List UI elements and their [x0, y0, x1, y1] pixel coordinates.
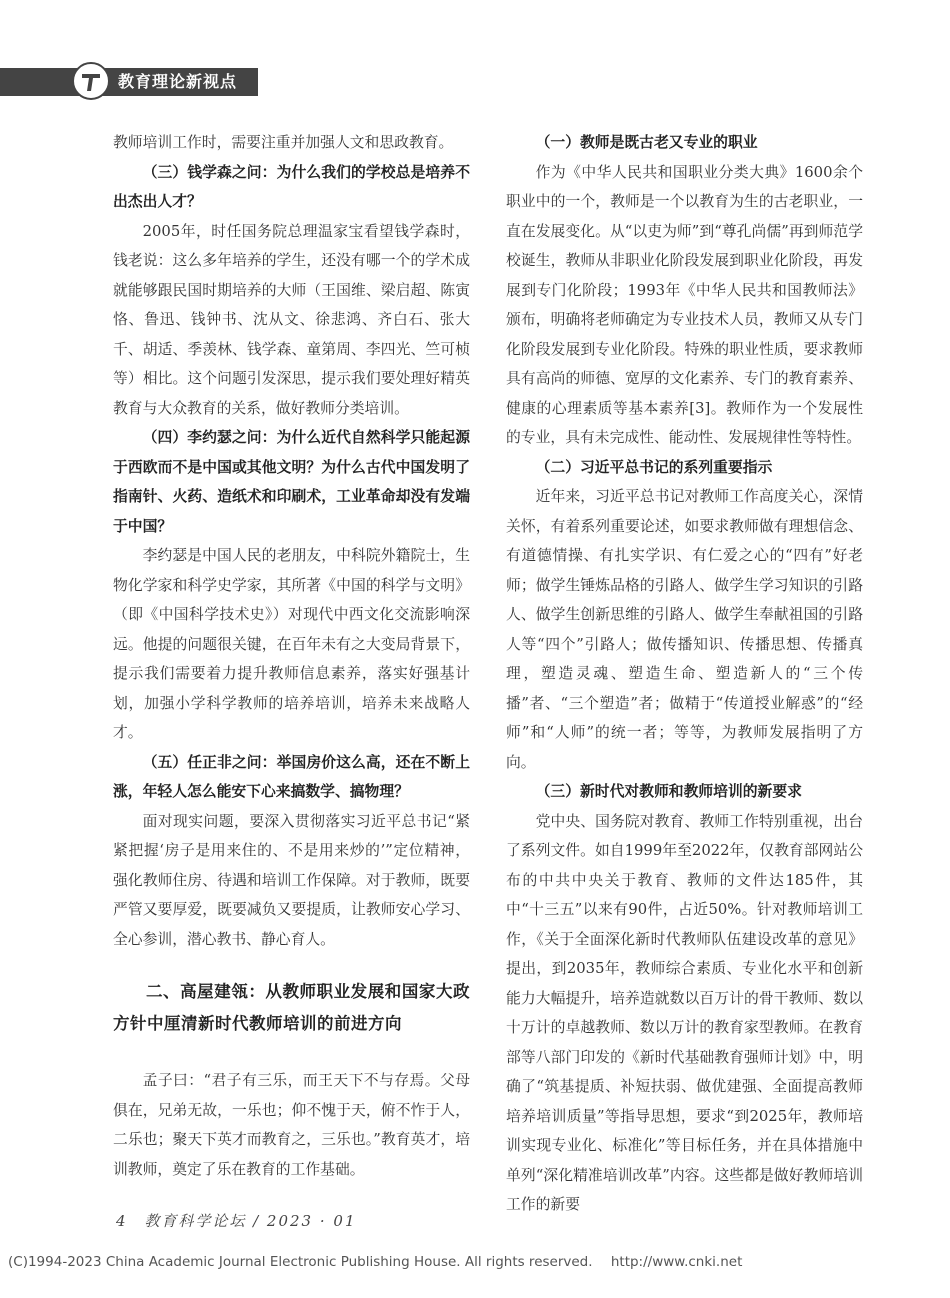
- subsection-heading: （五）任正非之问：举国房价这么高，还在不断上涨，年轻人怎么能安下心来搞数学、搞物理？: [113, 753, 470, 800]
- copyright-line: [8, 1254, 948, 1270]
- paragraph: 孟子曰：“君子有三乐，而王天下不与存焉。父母俱在，兄弟无故，一乐也；仰不愧于天，俯不怍于人，二乐也；聚天下英才而教育之，三乐也。”教育英才，培训教师，奠定了乐在教育的工作基础。: [113, 1072, 470, 1178]
- section-header-title: 教育理论新视点: [118, 72, 238, 91]
- subsection-heading: （三）钱学森之问：为什么我们的学校总是培养不出杰出人才？: [113, 163, 470, 210]
- subsection-heading: （四）李约瑟之问：为什么近代自然科学只能起源于西欧而不是中国或其他文明？为什么古代中国发明了指南针、火药、造纸术和印刷术，工业革命却没有发端于中国？: [113, 429, 470, 535]
- paragraph: 近年来，习近平总书记对教师工作高度关心，深情关怀，有着系列重要论述，如要求教师做有理想信念、有道德情操、有扎实学识、有仁爱之心的“四有”好老师；做学生锤炼品格的引路人、做学生学习知识的引路人、做学生创新思维的引路人、做学生奉献祖国的引路人等“四个”引路人；做传播知识、传播思想、传播真理，塑造灵魂、塑造生命、塑造新人的“三个传播”者、“三个塑造”者；做精于“传道授业解惑”的“经师”和“人师”的统一者；等等，为教师发展指明了方向。: [506, 488, 863, 771]
- copyright-url[interactable]: http://www.cnki.net: [610, 1254, 743, 1270]
- paragraph: 2005年，时任国务院总理温家宝看望钱学森时，钱老说：这么多年培养的学生，还没有哪一个的学术成就能够跟民国时期培养的大师（王国维、梁启超、陈寅恪、鲁迅、钱钟书、沈从文、徐悲鸿、齐白石、张大千、胡适、季羡林、钱学森、童第周、李四光、竺可桢等）相比。这个问题引发深思，提示我们要处理好精英教育与大众教育的关系，做好教师分类培训。: [113, 222, 470, 417]
- journal-logo-icon: [72, 62, 110, 100]
- paragraph: 作为《中华人民共和国职业分类大典》1600余个职业中的一个，教师是一个以教育为生的古老职业，一直在发展变化。从“以吏为师”到“尊孔尚儒”再到师范学校诞生，教师从非职业化阶段发展到职业化阶段，再发展到专门化阶段；1993年《中华人民共和国教师法》颁布，明确将老师确定为专业技术人员，教师又从专门化阶段发展到专业化阶段。特殊的职业性质，要求教师具有高尚的师德、宽厚的文化素养、专门的教育素养、健康的心理素质等基本素养[3]。教师作为一个发展性的专业，具有未完成性、能动性、发展规律性等特性。: [506, 163, 863, 446]
- copyright-text: (C)1994-2023 China Academic Journal Electronic Publishing House. All rights reserved.: [8, 1254, 593, 1270]
- subsection-heading: （三）新时代对教师和教师培训的新要求: [535, 783, 802, 800]
- paragraph: 教师培训工作时，需要注重并加强人文和思政教育。: [113, 134, 454, 151]
- section-heading: 二、高屋建瓴：从教师职业发展和国家大政方针中厘清新时代教师培训的前进方向: [113, 982, 470, 1033]
- page-footer: [116, 1210, 356, 1231]
- journal-name: 教育科学论坛 / 2023 · 01: [144, 1212, 357, 1230]
- right-column: [506, 128, 863, 1220]
- subsection-heading: （一）教师是既古老又专业的职业: [535, 134, 758, 151]
- paragraph: 党中央、国务院对教育、教师工作特别重视，出台了系列文件。如自1999年至2022年，仅教育部网站公布的中共中央关于教育、教师的文件达185件，其中“十三五”以来有90件，占近50%。针对教师培训工作，《关于全面深化新时代教师队伍建设改革的意见》提出，到2035年，教师综合素质、专业化水平和创新能力大幅提升，培养造就数以百万计的骨干教师、数以十万计的卓越教师、数以万计的教育家型教师。在教育部等八部门印发的《新时代基础教育强师计划》中，明确了“筑基提质、补短扶弱、做优建强、全面提高教师培养培训质量”等指导思想，要求“到2025年，教师培训实现专业化、标准化”等目标任务，并在具体措施中单列“深化精准培训改革”内容。这些都是做好教师培训工作的新要: [506, 812, 863, 1213]
- paragraph: 面对现实问题，要深入贯彻落实习近平总书记“紧紧把握‘房子是用来住的、不是用来炒的’”定位精神，强化教师住房、待遇和培训工作保障。对于教师，既要严管又要厚爱，既要减负又要提质，让教师安心学习、全心参训，潜心教书、静心育人。: [113, 812, 470, 948]
- left-column: [113, 128, 470, 1184]
- paragraph: 李约瑟是中国人民的老朋友，中科院外籍院士，生物化学家和科学史学家，其所著《中国的科学与文明》（即《中国科学技术史》）对现代中西文化交流影响深远。他提的问题很关键，在百年未有之大变局背景下，提示我们需要着力提升教师信息素养，落实好强基计划，加强小学科学教师的培养培训，培养未来战略人才。: [113, 547, 470, 741]
- page-number: 4: [116, 1212, 126, 1230]
- subsection-heading: （二）习近平总书记的系列重要指示: [535, 458, 773, 476]
